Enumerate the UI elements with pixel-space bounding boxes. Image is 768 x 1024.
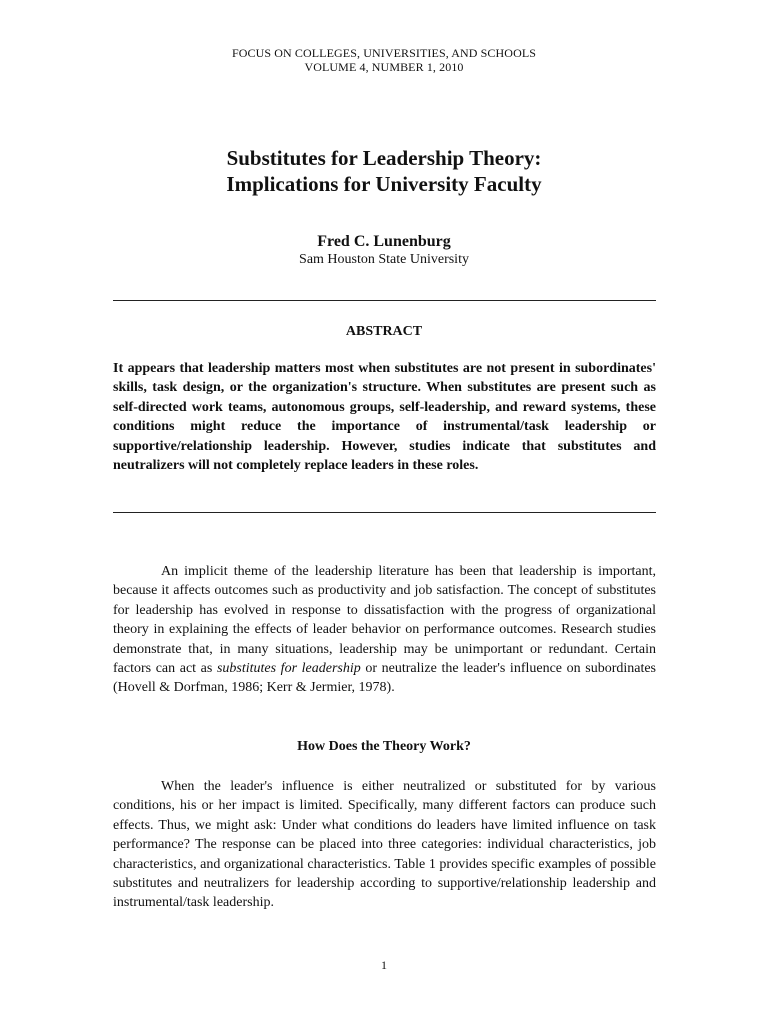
author-affiliation: Sam Houston State University [299,252,469,267]
journal-name: FOCUS ON COLLEGES, UNIVERSITIES, AND SCHOOLS [231,46,537,60]
paragraph-1-italic-term: substitutes for leadership [216,661,361,677]
journal-header [0,46,768,74]
paper-title [0,145,768,197]
body-paragraph-1 [113,562,656,698]
title-line-1: Substitutes for Leadership Theory: [226,146,542,170]
title-line-2: Implications for University Faculty [226,172,542,196]
page-number: 1 [381,958,387,972]
abstract-text: It appears that leadership matters most when substitutes are not present in subordinates' skills, task design, or the organization's structure. When substitutes are present such as self-directed work teams, autonomous groups, self-leadership, and reward systems, these conditions might reduce the importance of instrumental/task leadership or supportive/relationship leadership. However, studies indicate that substitutes and neutralizers will not completely replace leaders in these roles. [113,361,656,474]
body-paragraph-2: When the leader's influence is either neutralized or substituted for by various conditions, his or her impact is limited. Specifically, many different factors can produce such effects. Thus, we might ask: Under what conditions do leaders have limited influence on task performance? The response can be placed into three categories: individual characteristics, job characteristics, and organizational characteristics. Table 1 provides specific examples of possible substitutes and neutralizers for leadership according to supportive/relationship leadership and instrumental/task leadership. [113,779,656,911]
top-divider [113,300,656,301]
author-name: Fred C. Lunenburg [317,233,451,250]
section-heading: How Does the Theory Work? [297,739,471,754]
journal-volume: VOLUME 4, NUMBER 1, 2010 [304,60,464,74]
paragraph-1-text-start: An implicit theme of the leadership literature has been that leadership is important, because it affects outcomes such as productivity and job satisfaction. The concept of substitutes for leadership has evolved in response to dissatisfaction with the progress of organizational theory in explaining the effects of leader behavior on performance outcomes. Research studies demonstrate that, in many situations, leadership may be unimportant or redundant. Certain factors can act as [113,564,656,677]
bottom-divider [113,512,656,513]
paragraph-1-text-end: or neutralize the leader's influence on subordinates (Hovell & Dorfman, 1986; Kerr & Jermier, 1978). [113,661,657,696]
abstract-heading: ABSTRACT [345,324,423,339]
